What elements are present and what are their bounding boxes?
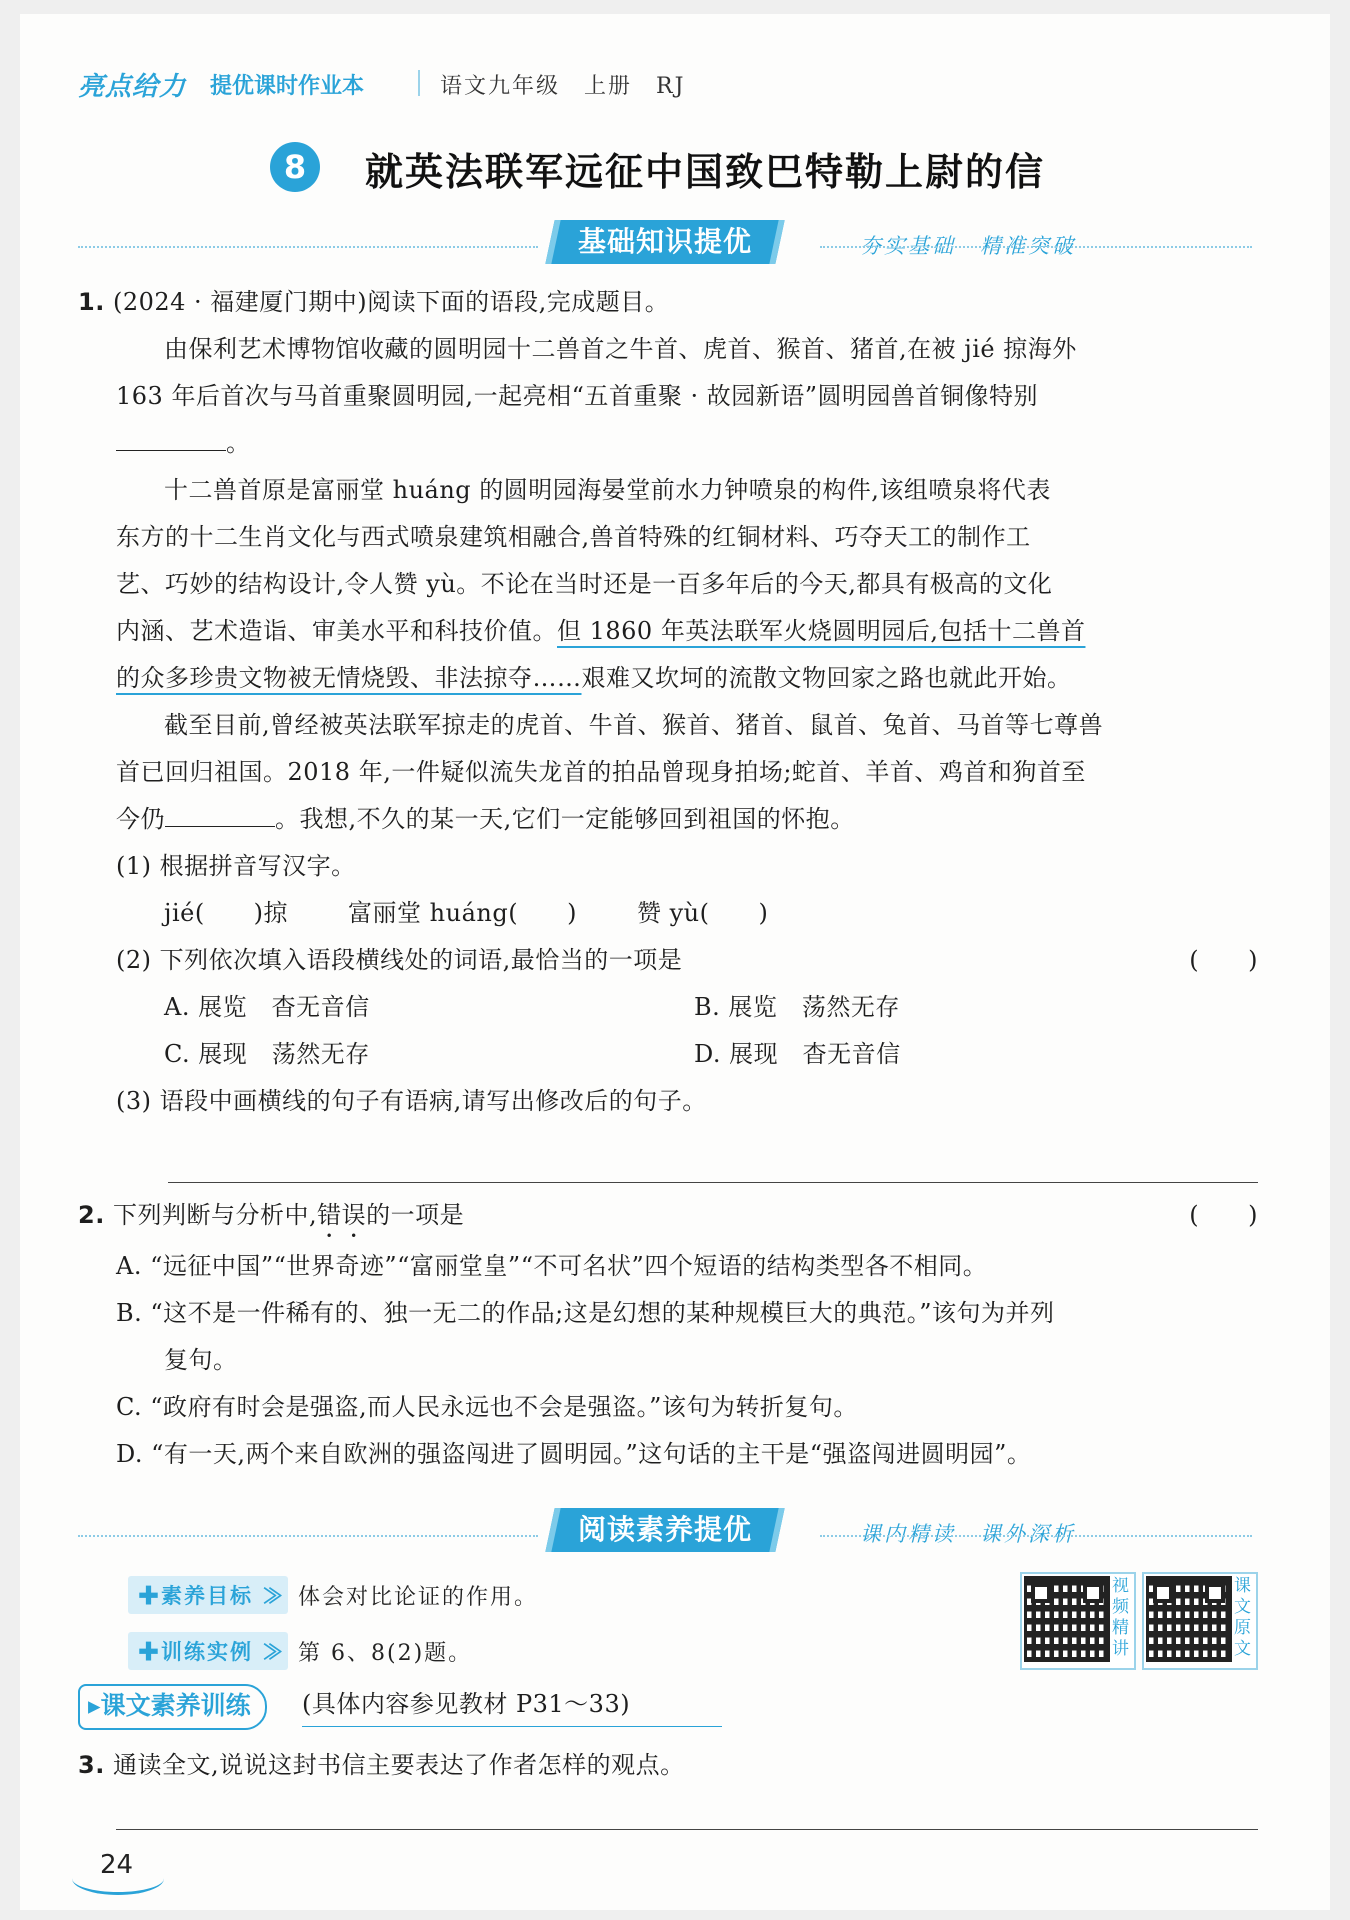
qr-label: 课文原文	[1234, 1576, 1251, 1659]
section-banner-label: 阅读素养提优	[545, 1508, 784, 1552]
option-a[interactable]: A. 展览 杳无音信	[164, 993, 370, 1021]
question-2-stem: 2. 下列判断与分析中,错误的一项是 ( )	[78, 1192, 1258, 1243]
header-divider	[418, 70, 420, 96]
workbook-page	[20, 14, 1330, 1910]
option-d[interactable]: D. “有一天,两个来自欧洲的强盗闯进了圆明园。”这句话的主干是“强盗闯进圆明园”。	[116, 1440, 1032, 1468]
lesson-number-badge: 8	[270, 142, 320, 192]
options-grid	[116, 984, 1258, 1078]
literacy-goal-tag: ✚素养目标 ≫	[128, 1576, 288, 1614]
fill-blank[interactable]	[165, 796, 275, 827]
text-training-pill: ▸课文素养训练	[78, 1684, 267, 1730]
underlined-sentence: 的众多珍贵文物被无情烧毁、非法掠夺……	[116, 664, 582, 692]
passage-line: 东方的十二生肖文化与西式喷泉建筑相融合,兽首特殊的红铜材料、巧夺天工的制作工	[116, 523, 1031, 551]
passage-line: 今仍 。我想,不久的某一天,它们一定能够回到祖国的怀抱。	[116, 796, 1258, 843]
question-1	[78, 279, 1258, 1125]
section-banner-reading	[550, 1508, 1110, 1552]
pinyin-items	[116, 890, 1258, 937]
subquestion-1: (1) 根据拼音写汉字。	[116, 852, 356, 880]
subquestion-2: (2) 下列依次填入语段横线处的词语,最恰当的一项是 ( )	[116, 937, 1258, 984]
section-dotted-rule	[820, 1535, 1252, 1537]
brand-logo: 亮点给力	[78, 72, 187, 102]
option-d[interactable]: D. 展现 杳无音信	[694, 1040, 901, 1068]
option-b-cont: 复句。	[164, 1346, 238, 1374]
question-text: (2024 · 福建厦门期中)阅读下面的语段,完成题目。	[112, 288, 670, 316]
passage-line: 的众多珍贵文物被无情烧毁、非法掠夺……艰难又坎坷的流散文物回家之路也就此开始。	[116, 664, 1072, 692]
pinyin-item[interactable]: 赞 yù( )	[636, 899, 769, 927]
subquestion-3: (3) 语段中画横线的句子有语病,请写出修改后的句子。	[116, 1087, 707, 1115]
option-c[interactable]: C. 展现 荡然无存	[164, 1040, 370, 1068]
section-banner-subtitle: 夯实基础 精准突破	[860, 234, 1076, 258]
passage-line: 163 年后首次与马首重聚圆明园,一起亮相“五首重聚 · 故园新语”圆明园兽首铜像特别	[116, 382, 1038, 410]
option-b[interactable]: B. 展览 荡然无存	[694, 993, 900, 1021]
option-b[interactable]: B. “这不是一件稀有的、独一无二的作品;这是幻想的某种规模巨大的典范。”该句为并列	[116, 1299, 1055, 1327]
emphasis-word: 错误	[317, 1201, 367, 1229]
passage-line: 。	[116, 420, 1258, 467]
passage-line: 首已回归祖国。2018 年,一件疑似流失龙首的拍品曾现身拍场;蛇首、羊首、鸡首和狗首至	[116, 758, 1086, 786]
answer-line[interactable]	[168, 1182, 1258, 1183]
fill-blank[interactable]	[116, 420, 226, 451]
lesson-title: 就英法联军远征中国致巴特勒上尉的信	[365, 149, 1046, 194]
section-banner-subtitle: 课内精读 课外深析	[860, 1522, 1076, 1546]
question-2	[78, 1192, 1258, 1478]
answer-paren[interactable]: ( )	[1189, 946, 1258, 974]
qr-label: 视频精讲	[1112, 1576, 1129, 1659]
underlined-sentence: 但 1860 年英法联军火烧圆明园后,包括十二兽首	[557, 617, 1086, 645]
qr-code-text-icon[interactable]	[1146, 1576, 1232, 1662]
passage-line: 由保利艺术博物馆收藏的圆明园十二兽首之牛首、虎首、猴首、猪首,在被 jié 掠海外	[164, 335, 1077, 363]
question-1-intro	[78, 279, 1258, 326]
option-a[interactable]: A. “远征中国”“世界奇迹”“富丽堂皇”“不可名状”四个短语的结构类型各不相同。	[116, 1252, 988, 1280]
passage-line: 十二兽首原是富丽堂 huáng 的圆明园海晏堂前水力钟喷泉的构件,该组喷泉将代表	[164, 476, 1051, 504]
answer-paren[interactable]: ( )	[1189, 1201, 1258, 1229]
qr-code-video-icon[interactable]	[1024, 1576, 1110, 1662]
passage-line: 艺、巧妙的结构设计,令人赞 yù。不论在当时还是一百多年后的今天,都具有极高的文化	[116, 570, 1053, 598]
pinyin-item[interactable]: jié( )掠	[164, 899, 289, 927]
question-number: 1.	[78, 288, 105, 316]
question-number: 2.	[78, 1201, 105, 1229]
question-text: 通读全文,说说这封书信主要表达了作者怎样的观点。	[112, 1751, 685, 1779]
passage-line: 内涵、艺术造诣、审美水平和科技价值。但 1860 年英法联军火烧圆明园后,包括十二兽首	[116, 617, 1086, 645]
answer-line[interactable]	[116, 1829, 1258, 1830]
page-number: 24	[100, 1850, 134, 1880]
training-example-text: 第 6、8(2)题。	[298, 1641, 473, 1666]
section-dotted-rule	[820, 246, 1252, 248]
section-banner-label: 基础知识提优	[545, 220, 784, 264]
reference-underline	[302, 1726, 722, 1727]
series-name: 提优课时作业本	[210, 73, 365, 99]
passage-line: 截至目前,曾经被英法联军掠走的虎首、牛首、猴首、猪首、鼠首、兔首、马首等七尊兽	[164, 711, 1104, 739]
question-3	[78, 1742, 685, 1789]
grade-label: 语文九年级 上册 RJ	[440, 74, 686, 99]
section-dotted-rule	[78, 1535, 538, 1537]
section-banner-basic	[550, 220, 1110, 264]
literacy-goal-text: 体会对比论证的作用。	[298, 1585, 539, 1610]
pinyin-item[interactable]: 富丽堂 huáng( )	[348, 899, 577, 927]
question-2-options	[78, 1243, 1258, 1478]
option-c[interactable]: C. “政府有时会是强盗,而人民永远也不会是强盗。”该句为转折复句。	[116, 1393, 858, 1421]
section-dotted-rule	[78, 246, 538, 248]
question-number: 3.	[78, 1751, 105, 1779]
passage	[78, 326, 1258, 1125]
textbook-reference: (具体内容参见教材 P31～33)	[302, 1690, 631, 1718]
training-example-tag: ✚训练实例 ≫	[128, 1632, 288, 1670]
